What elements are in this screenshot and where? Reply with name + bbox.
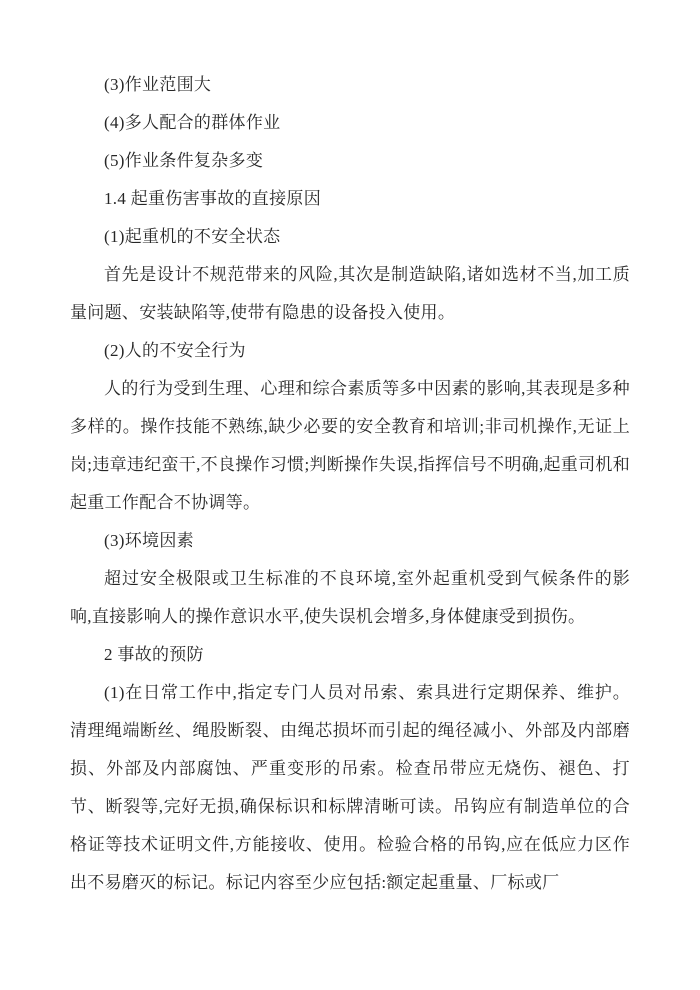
heading-prevention: 2 事故的预防 — [104, 645, 204, 664]
para-unsafe-behavior: 人的行为受到生理、心理和综合素质等多中因素的影响,其表现是多种多样的。操作技能不熟练,缺少必要的安全教育和培训;非司机操作,无证上岗;违章违纪蛮干,不良操作习惯;判断操作失误,指挥信号不明确,起重司机和起重工作配合不协调等。 — [70, 379, 630, 512]
list-item-scope: (3)作业范围大 — [104, 75, 212, 94]
list-item-conditions: (5)作业条件复杂多变 — [104, 151, 264, 170]
heading-direct-causes: 1.4 起重伤害事故的直接原因 — [104, 189, 321, 208]
list-item-unsafe-state: (1)起重机的不安全状态 — [104, 227, 281, 246]
para-environment: 超过安全极限或卫生标准的不良环境,室外起重机受到气候条件的影响,直接影响人的操作意识水平,使失误机会增多,身体健康受到损伤。 — [70, 569, 630, 626]
para-prevention: (1)在日常工作中,指定专门人员对吊索、索具进行定期保养、维护。清理绳端断丝、绳股断裂、由绳芯损坏而引起的绳径减小、外部及内部磨损、外部及内部腐蚀、严重变形的吊索。检查吊带应无烧伤、褪色、打节、断裂等,完好无损,确保标识和标牌清晰可读。吊钩应有制造单位的合格证等技术证明文件,方能接收、使用。检验合格的吊钩,应在低应力区作出不易磨灭的标记。标记内容至少应包括:额定起重量、厂标或厂 — [70, 683, 630, 892]
list-item-unsafe-behavior: (2)人的不安全行为 — [104, 341, 246, 360]
list-item-group-work: (4)多人配合的群体作业 — [104, 113, 281, 132]
list-item-environment: (3)环境因素 — [104, 531, 194, 550]
para-unsafe-state: 首先是设计不规范带来的风险,其次是制造缺陷,诸如选材不当,加工质量问题、安装缺陷等,使带有隐患的设备投入使用。 — [70, 265, 630, 322]
